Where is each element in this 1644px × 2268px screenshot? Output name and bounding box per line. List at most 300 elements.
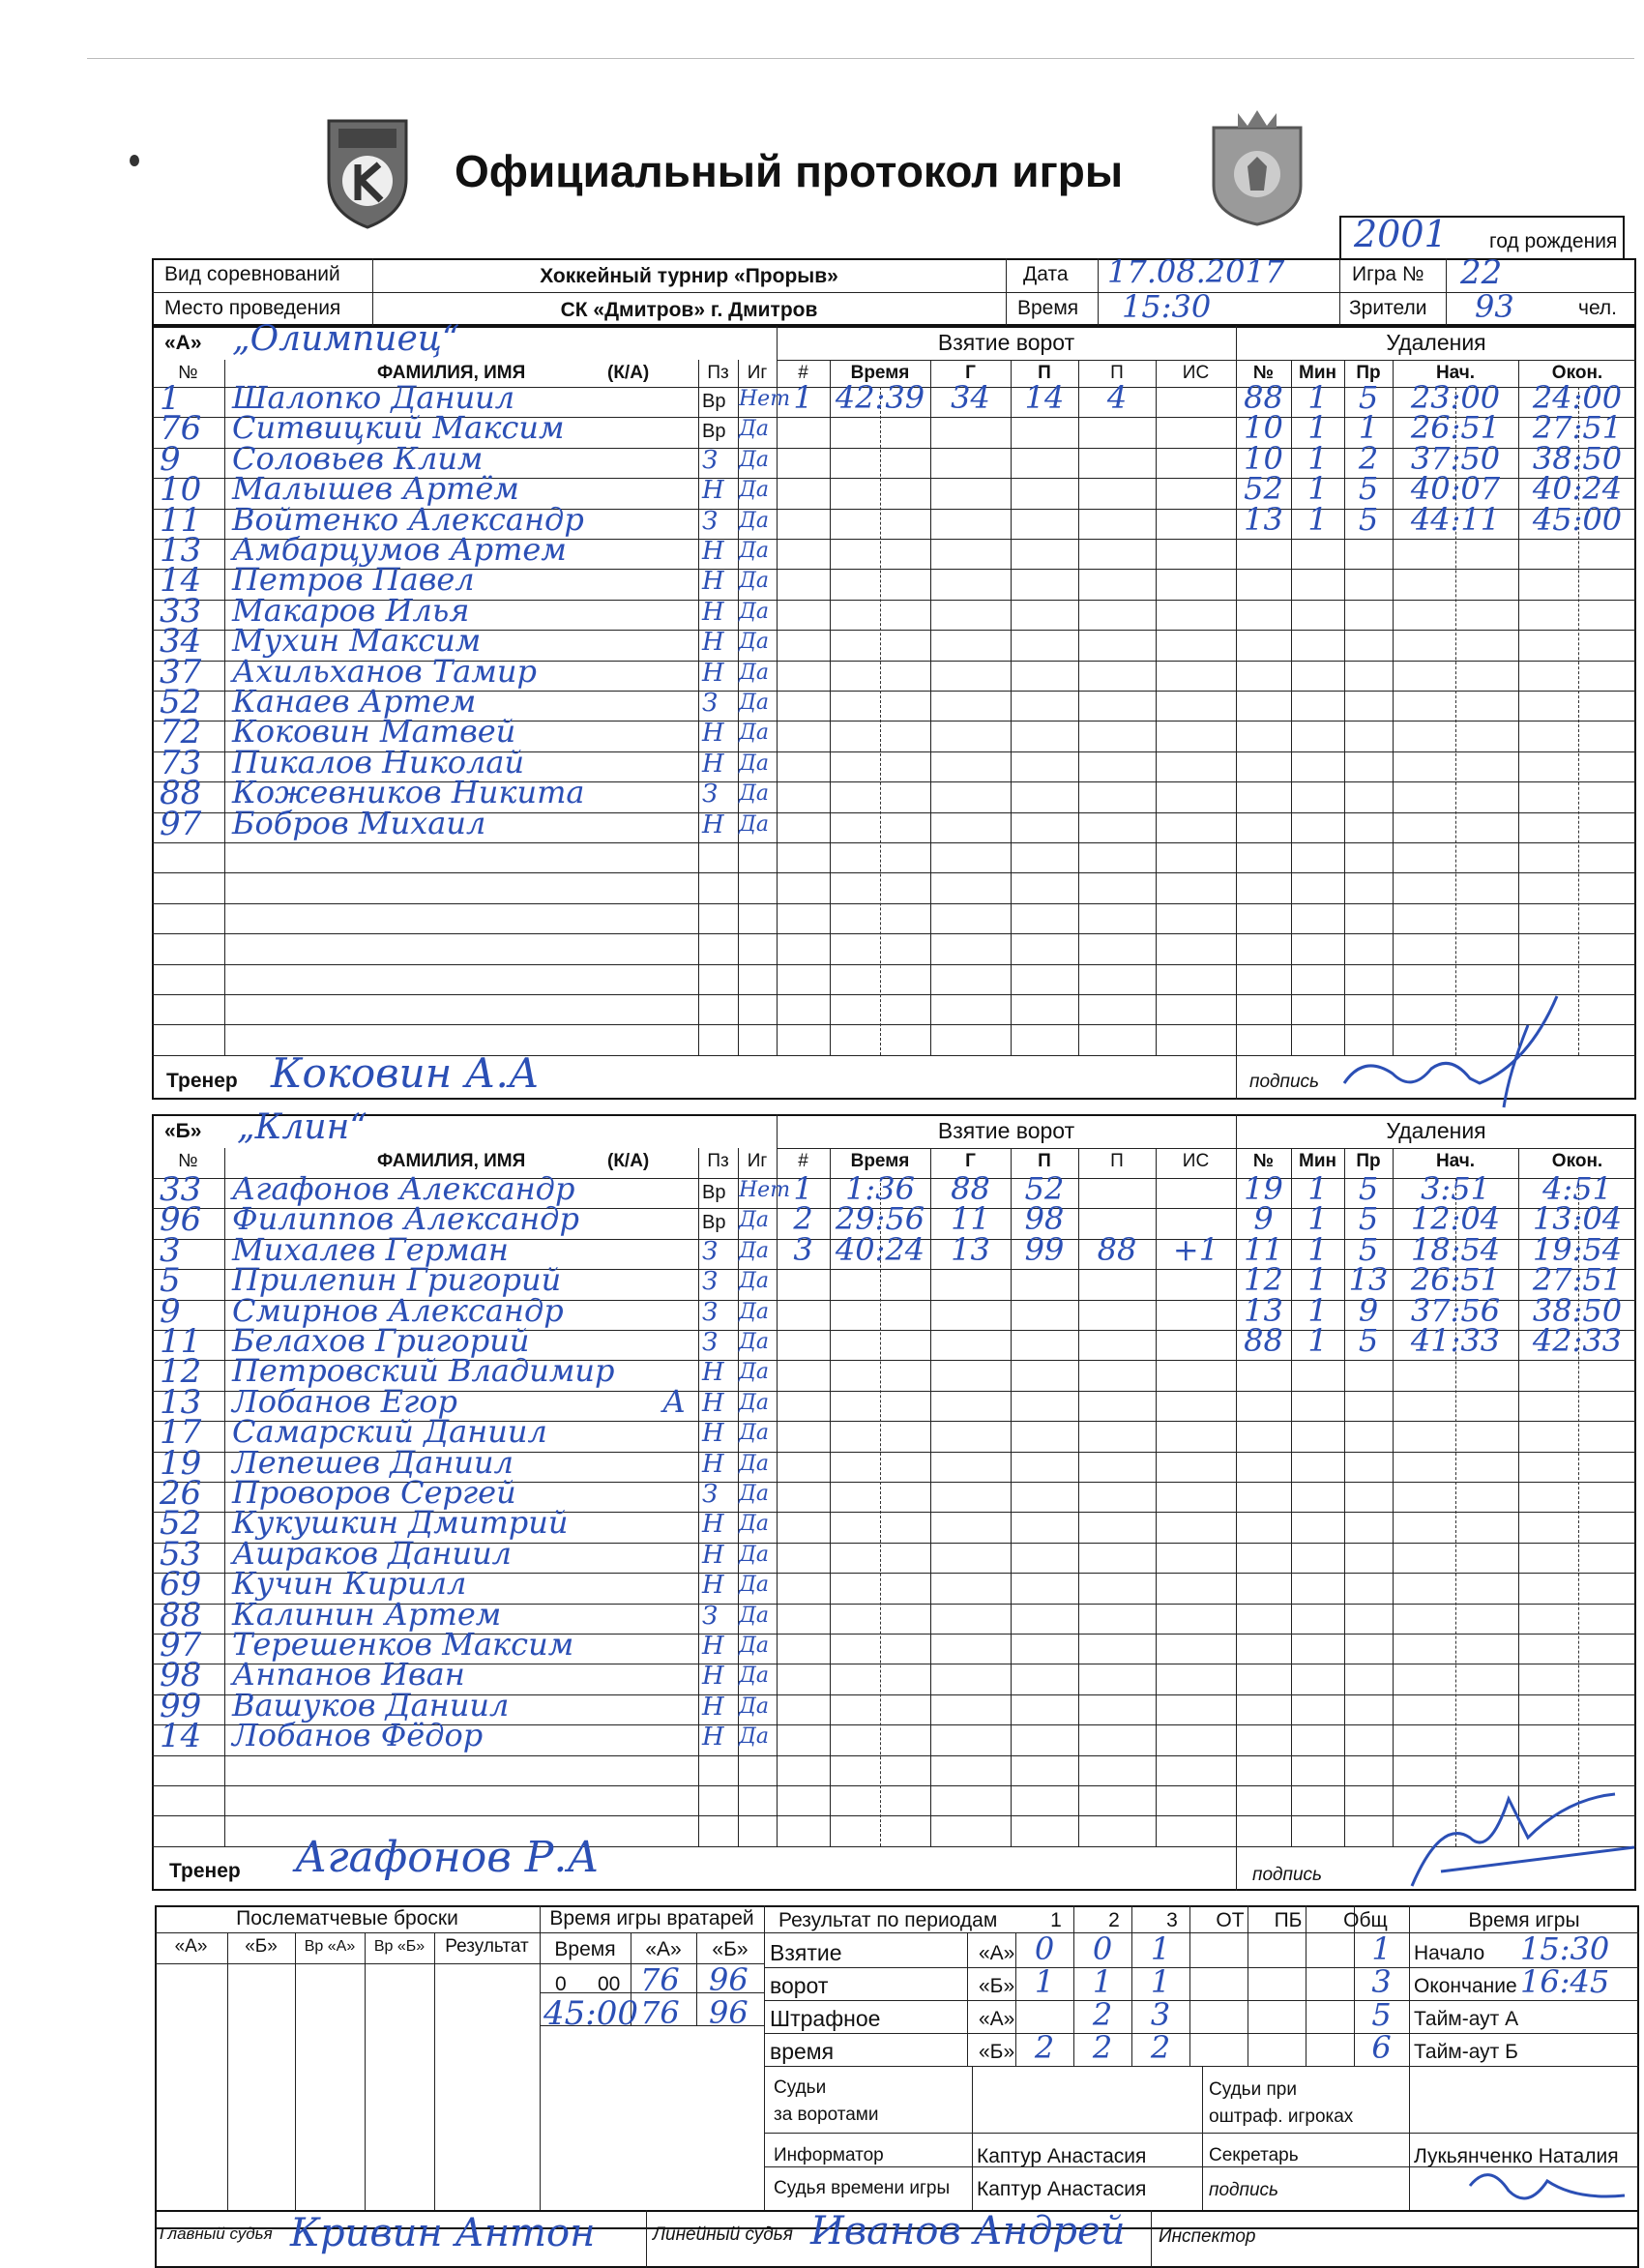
teamB-col-no: № (178, 1151, 198, 1171)
game-end-label: Окончание (1414, 1975, 1517, 1997)
scan-edge-line (87, 58, 1634, 59)
penalty-minutes: 1 (1307, 1291, 1328, 1329)
teamA-col-pmin: Мин (1299, 363, 1336, 383)
player-position: З (702, 1236, 719, 1266)
player-name: Канаев Артем (232, 683, 477, 720)
game-no-label: Игра № (1352, 263, 1424, 285)
goal-assist-1: 99 (1024, 1230, 1065, 1268)
goal-scorer: 88 (951, 1170, 990, 1207)
shootout-col-a: «А» (174, 1936, 208, 1957)
penalty-reason: 5 (1358, 1322, 1379, 1359)
player-name: Ситвицкий Максим (232, 409, 565, 447)
player-position: Н (702, 1692, 724, 1722)
penalty-judges-line2: оштраф. игроках (1209, 2106, 1354, 2127)
penalty-end: 38:50 (1532, 1291, 1623, 1329)
teamA-col-name: ФАМИЛИЯ, ИМЯ (377, 363, 526, 383)
player-position: Н (702, 719, 724, 749)
player-name: Кукушкин Дмитрий (232, 1504, 569, 1542)
team-a-coach-value: Коковин А.А (271, 1049, 540, 1097)
teamA-col-ka: (К/А) (607, 363, 650, 383)
player-played: Да (739, 1664, 770, 1689)
penalty-reason: 5 (1358, 1230, 1379, 1268)
teamA-col-ppr: Пр (1356, 363, 1381, 383)
teamB-col-gp2: П (1110, 1151, 1124, 1171)
player-name: Коковин Матвей (232, 713, 516, 751)
player-number: 33 (160, 1170, 202, 1209)
goal-scorer: 11 (951, 1200, 990, 1238)
player-played: Да (739, 1724, 770, 1750)
player-number: 37 (160, 652, 202, 692)
player-position: З (702, 689, 719, 718)
period-value: 1 (1092, 1963, 1113, 2000)
penalty-reason: 5 (1358, 379, 1379, 416)
player-name: Соловьев Клим (232, 439, 484, 477)
player-number: 14 (160, 561, 202, 601)
player-name: Пикалов Николай (232, 743, 525, 781)
player-number: 98 (160, 1656, 202, 1695)
competition-label: Вид соревнований (164, 263, 340, 285)
game-no-value: 22 (1460, 253, 1503, 292)
player-position: З (702, 1601, 719, 1631)
period-value: 3 (1150, 1996, 1171, 2033)
player-position: Вр (702, 391, 726, 412)
goal-number: 3 (793, 1230, 813, 1268)
player-name: Лобанов Егор (232, 1382, 457, 1420)
player-number: 19 (160, 1443, 202, 1483)
penalty-player: 88 (1244, 1322, 1283, 1359)
teamA-col-gis: ИС (1182, 363, 1210, 383)
player-number: 76 (160, 409, 202, 449)
birth-year-label: год рождения (1489, 230, 1618, 252)
player-played: Да (739, 1542, 770, 1567)
periods-pim-b-tag: «Б» (979, 2041, 1015, 2063)
player-played: Да (739, 1603, 770, 1628)
player-name: Белахов Григорий (232, 1322, 530, 1359)
player-name: Смирнов Александр (232, 1291, 564, 1329)
teamA-col-pz: Пз (707, 363, 729, 383)
player-position: Н (702, 1388, 724, 1418)
team-a-sign-label: подпись (1249, 1072, 1320, 1092)
secretary-signature (1451, 2157, 1634, 2215)
penalty-player: 9 (1253, 1200, 1274, 1238)
player-number: 72 (160, 713, 202, 752)
player-name: Самарский Даниил (232, 1413, 547, 1451)
player-name: Вашуков Даниил (232, 1686, 510, 1723)
player-number: 9 (160, 1291, 181, 1331)
periods-title: Результат по периодам (778, 1909, 998, 1931)
player-position: З (702, 1480, 719, 1509)
timekeeper-value: Каптур Анастасия (977, 2178, 1147, 2200)
player-played: Да (739, 660, 770, 685)
team-a-coach-signature (1335, 987, 1576, 1112)
player-name: Ашраков Даниил (232, 1534, 513, 1572)
goalie-time-col-b: «Б» (712, 1938, 749, 1960)
period-h1: 1 (1050, 1909, 1062, 1931)
goal-judges-line1: Судьи (774, 2077, 827, 2098)
player-name: Бобров Михаил (232, 804, 486, 841)
player-played: Да (739, 1360, 770, 1385)
penalty-reason: 13 (1348, 1261, 1389, 1299)
goal-number: 1 (793, 1170, 813, 1207)
player-number: 97 (160, 1626, 202, 1664)
penalty-minutes: 1 (1307, 1322, 1328, 1359)
player-number: 3 (160, 1230, 181, 1270)
penalty-start: 26:51 (1410, 409, 1501, 447)
period-value: 1 (1150, 1930, 1171, 1967)
goal-time: 42:39 (835, 379, 925, 416)
goalie-row1-t1: 0 (555, 1973, 567, 1995)
player-played: Да (739, 1330, 770, 1354)
spectators-label: Зрители (1349, 297, 1427, 319)
penalty-reason: 1 (1358, 409, 1379, 447)
penalty-minutes: 1 (1307, 470, 1328, 508)
player-name: Лобанов Фёдор (232, 1717, 484, 1754)
player-position: Вр (702, 421, 726, 443)
period-value: 1 (1034, 1963, 1055, 2000)
penalty-end: 40:24 (1532, 470, 1623, 508)
player-played: Да (739, 569, 770, 594)
inspector-label: Инспектор (1159, 2226, 1256, 2247)
period-value: 6 (1371, 2029, 1392, 2066)
periods-pim-line2: время (770, 2039, 835, 2064)
penalty-player: 88 (1244, 379, 1283, 416)
player-played: Да (739, 1299, 770, 1324)
teamA-col-gtime: Время (850, 363, 910, 383)
player-name: Лепешев Даниил (232, 1443, 514, 1481)
penalty-end: 45:00 (1532, 500, 1623, 538)
goalie-row1-t2: 00 (598, 1973, 621, 1995)
player-number: 52 (160, 683, 202, 722)
player-played: Да (739, 599, 770, 624)
penalty-reason: 2 (1358, 439, 1379, 477)
teamB-col-pno: № (1252, 1151, 1275, 1171)
player-position: Н (702, 1540, 724, 1570)
player-number: 11 (160, 1322, 202, 1361)
player-number: 17 (160, 1413, 202, 1453)
venue-label: Место проведения (164, 297, 341, 319)
player-played: Да (739, 417, 770, 442)
player-played: Да (739, 1421, 770, 1446)
teamB-pen-title: Удаления (1386, 1118, 1486, 1143)
scan-mark (130, 155, 139, 166)
shootout-col-result: Результат (445, 1936, 529, 1957)
player-position: Н (702, 1419, 724, 1449)
player-position: Н (702, 597, 724, 627)
period-ot: ОТ (1216, 1909, 1245, 1931)
player-name: Кучин Кирилл (232, 1565, 467, 1603)
penalty-player: 10 (1244, 409, 1283, 447)
teamA-col-ig: Иг (747, 363, 768, 383)
player-name: Агафонов Александр (232, 1170, 575, 1207)
player-position: Н (702, 1632, 724, 1661)
player-played: Да (739, 1573, 770, 1598)
date-label: Дата (1023, 263, 1069, 285)
teamB-col-gtime: Время (850, 1151, 910, 1171)
penalty-end: 24:00 (1532, 379, 1623, 416)
player-name: Шалопко Даниил (232, 379, 515, 416)
periods-goals-b-tag: «Б» (979, 1975, 1015, 1997)
spectators-value: 93 (1475, 288, 1514, 325)
player-position: Н (702, 567, 724, 597)
goal-scorer: 13 (951, 1230, 990, 1268)
team-a-tag: «А» (164, 332, 202, 354)
penalty-start: 40:07 (1410, 470, 1501, 508)
player-name: Петровский Владимир (232, 1352, 615, 1390)
player-position: З (702, 1328, 719, 1357)
player-played: Да (739, 1451, 770, 1476)
player-played: Нет (739, 387, 791, 411)
teamB-col-ppr: Пр (1356, 1151, 1381, 1171)
teamA-col-gp1: П (1038, 363, 1051, 383)
teamB-goals-title: Взятие ворот (937, 1118, 1075, 1143)
teamB-col-pstart: Нач. (1435, 1151, 1476, 1171)
penalty-player: 13 (1244, 500, 1283, 538)
goal-assist-2: 88 (1097, 1230, 1137, 1268)
teamA-col-pend: Окон. (1551, 363, 1603, 383)
player-played: Да (739, 1238, 770, 1263)
period-total: Общ (1343, 1909, 1388, 1931)
goalie-row1-a: 76 (640, 1961, 680, 1998)
teamB-col-name: ФАМИЛИЯ, ИМЯ (377, 1151, 526, 1171)
periods-pim-a-tag: «А» (979, 2008, 1015, 2030)
period-value: 3 (1371, 1963, 1392, 2000)
player-played: Да (739, 508, 770, 533)
penalty-reason: 5 (1358, 500, 1379, 538)
penalty-minutes: 1 (1307, 409, 1328, 447)
teamB-col-gg: Г (965, 1151, 976, 1171)
goalie-time-title: Время игры вратарей (549, 1907, 754, 1929)
player-name: Петров Павел (232, 561, 475, 599)
period-value: 2 (1034, 2029, 1055, 2066)
linesman-value: Иванов Андрей (810, 2209, 1126, 2253)
informer-value: Каптур Анастасия (977, 2145, 1147, 2167)
player-played: Да (739, 811, 770, 837)
teamB-col-gis: ИС (1182, 1151, 1210, 1171)
player-number: 9 (160, 439, 181, 479)
goal-time: 40:24 (835, 1230, 925, 1268)
teamA-pen-title: Удаления (1386, 330, 1486, 355)
period-h2: 2 (1108, 1909, 1120, 1931)
period-pb: ПБ (1274, 1909, 1303, 1931)
teamB-col-pz: Пз (707, 1151, 729, 1171)
penalty-player: 13 (1244, 1291, 1283, 1329)
timeout-b-label: Тайм-аут Б (1414, 2041, 1518, 2063)
penalty-start: 3:51 (1421, 1170, 1490, 1207)
player-played: Да (739, 1694, 770, 1719)
player-number: 97 (160, 804, 202, 843)
federation-logo (319, 111, 416, 232)
periods-pim-line1: Штрафное (770, 2006, 881, 2031)
player-position: З (702, 445, 719, 475)
player-number: 1 (160, 379, 181, 418)
player-name: Михалев Герман (232, 1230, 509, 1268)
player-played: Да (739, 630, 770, 655)
penalty-minutes: 1 (1307, 1170, 1328, 1207)
player-name: Ахильханов Тамир (232, 652, 537, 690)
player-number: 69 (160, 1565, 202, 1605)
player-name: Кожевников Никита (232, 774, 585, 811)
player-name: Макаров Илья (232, 591, 470, 629)
moscow-region-coat-of-arms (1194, 108, 1320, 229)
player-number: 14 (160, 1717, 202, 1756)
goal-judges-line2: за воротами (774, 2105, 879, 2125)
penalty-minutes: 1 (1307, 1200, 1328, 1238)
goalie-time-col-a: «А» (645, 1938, 682, 1960)
player-played: Да (739, 1390, 770, 1415)
player-position: Н (702, 628, 724, 658)
shootout-col-b: «Б» (245, 1936, 278, 1957)
timeout-a-label: Тайм-аут А (1414, 2008, 1519, 2030)
penalty-end: 42:33 (1532, 1322, 1623, 1359)
teamA-col-gnum: # (798, 363, 808, 383)
game-start-label: Начало (1414, 1942, 1485, 1964)
player-position: Н (702, 1358, 724, 1388)
periods-goals-line2: ворот (770, 1973, 829, 1998)
player-number: 52 (160, 1504, 202, 1544)
player-name: Прилепин Григорий (232, 1261, 562, 1299)
teamB-col-gnum: # (798, 1151, 808, 1171)
player-name: Калинин Артем (232, 1595, 502, 1633)
game-end-value: 16:45 (1520, 1963, 1610, 2000)
period-value: 2 (1150, 2029, 1171, 2066)
goal-assist-2: 4 (1106, 379, 1128, 416)
player-position: Н (702, 658, 724, 688)
timekeeper-label: Судья времени игры (774, 2178, 951, 2198)
penalty-end: 13:04 (1532, 1200, 1623, 1238)
penalty-start: 44:11 (1410, 500, 1501, 538)
goalie-time-col-time: Время (554, 1938, 616, 1960)
player-number: 96 (160, 1200, 202, 1240)
player-position: Вр (702, 1212, 726, 1234)
teamB-col-pend: Окон. (1551, 1151, 1603, 1171)
penalty-start: 12:04 (1410, 1200, 1501, 1238)
player-number: 11 (160, 500, 202, 540)
player-position: Н (702, 1571, 724, 1601)
team-b-coach-signature (1383, 1780, 1644, 1896)
team-a-coach-label: Тренер (166, 1070, 238, 1092)
penalty-end: 4:51 (1542, 1170, 1612, 1207)
goalie-row1-b: 96 (709, 1961, 749, 1998)
player-name: Малышев Артём (232, 470, 519, 508)
time-value: 15:30 (1122, 288, 1212, 325)
player-name: Мухин Максим (232, 622, 482, 660)
period-value: 5 (1371, 1996, 1392, 2033)
goalie-row2-a: 76 (640, 1994, 680, 2031)
penalty-player: 10 (1244, 439, 1283, 477)
shootout-col-vr-b: Вр «Б» (373, 1938, 426, 1955)
venue-value: СК «Дмитров» г. Дмитров (560, 299, 818, 321)
player-name: Амбарцумов Артем (232, 531, 567, 568)
teamA-col-pstart: Нач. (1435, 363, 1476, 383)
player-position: З (702, 1297, 719, 1327)
linesman-label: Линейный судья (653, 2224, 793, 2245)
game-start-value: 15:30 (1520, 1930, 1610, 1967)
teamB-col-ka: (К/А) (607, 1151, 650, 1171)
player-position: Н (702, 476, 724, 506)
player-played: Да (739, 539, 770, 563)
penalty-start: 18:54 (1410, 1230, 1501, 1268)
shootout-title: Послематчевые броски (236, 1907, 458, 1929)
player-position: Н (702, 1662, 724, 1692)
periods-goals-line1: Взятие (770, 1940, 842, 1965)
time-label: Время (1017, 297, 1079, 319)
date-value: 17.08.2017 (1107, 253, 1285, 290)
player-position: Н (702, 537, 724, 566)
team-b-sign-label: подпись (1252, 1865, 1323, 1885)
penalty-minutes: 1 (1307, 1261, 1328, 1299)
penalty-start: 26:51 (1410, 1261, 1501, 1299)
player-played: Да (739, 1269, 770, 1294)
penalty-minutes: 1 (1307, 500, 1328, 538)
player-position: Н (702, 749, 724, 779)
birth-year-value: 2001 (1354, 213, 1448, 255)
player-played: Да (739, 1634, 770, 1658)
teamA-col-gp2: П (1110, 363, 1124, 383)
team-b-coach-label: Тренер (169, 1860, 241, 1882)
penalty-end: 19:54 (1532, 1230, 1623, 1268)
player-played: Да (739, 1482, 770, 1506)
penalty-start: 37:56 (1410, 1291, 1501, 1329)
teamA-col-no: № (178, 363, 198, 383)
player-number: 13 (160, 1382, 202, 1422)
informer-label: Информатор (774, 2145, 884, 2165)
periods-goals-a-tag: «А» (979, 1942, 1015, 1964)
secretary-label: Секретарь (1209, 2145, 1299, 2165)
main-referee-label: Главный судья (160, 2224, 273, 2243)
goal-time: 29:56 (835, 1200, 925, 1238)
main-referee-value: Кривин Антон (290, 2211, 596, 2255)
player-position: З (702, 780, 719, 810)
player-position: Н (702, 1510, 724, 1540)
secretary-sign-label: подпись (1209, 2180, 1279, 2200)
goal-assist-1: 14 (1024, 379, 1065, 416)
teamA-col-pno: № (1252, 363, 1275, 383)
penalty-reason: 5 (1358, 1200, 1379, 1238)
penalty-minutes: 1 (1307, 379, 1328, 416)
player-played: Нет (739, 1178, 791, 1202)
player-played: Да (739, 1208, 770, 1233)
penalty-minutes: 1 (1307, 439, 1328, 477)
player-number: 88 (160, 774, 202, 813)
player-name: Войтенко Александр (232, 500, 584, 538)
goal-scorer: 34 (951, 379, 990, 416)
player-number: 12 (160, 1352, 202, 1392)
player-number: 34 (160, 622, 202, 662)
player-ka: А (662, 1382, 687, 1420)
period-value: 1 (1150, 1963, 1171, 2000)
period-value: 2 (1092, 1996, 1113, 2033)
player-played: Да (739, 447, 770, 472)
period-value: 0 (1092, 1930, 1113, 1967)
team-b-tag: «Б» (164, 1120, 202, 1142)
player-number: 99 (160, 1686, 202, 1725)
player-played: Да (739, 691, 770, 715)
player-number: 73 (160, 743, 202, 782)
player-number: 88 (160, 1595, 202, 1635)
goal-time: 1:36 (845, 1170, 915, 1207)
player-number: 33 (160, 591, 202, 631)
goalie-row2-t1: 45:00 (543, 1994, 638, 2033)
player-number: 53 (160, 1534, 202, 1574)
penalty-start: 41:33 (1410, 1322, 1501, 1359)
player-position: Н (702, 1449, 724, 1479)
penalty-player: 52 (1244, 470, 1283, 508)
teamA-goals-title: Взятие ворот (937, 330, 1075, 355)
player-number: 26 (160, 1474, 202, 1513)
penalty-minutes: 1 (1307, 1230, 1328, 1268)
player-played: Да (739, 751, 770, 776)
goal-assist-1: 52 (1024, 1170, 1065, 1207)
